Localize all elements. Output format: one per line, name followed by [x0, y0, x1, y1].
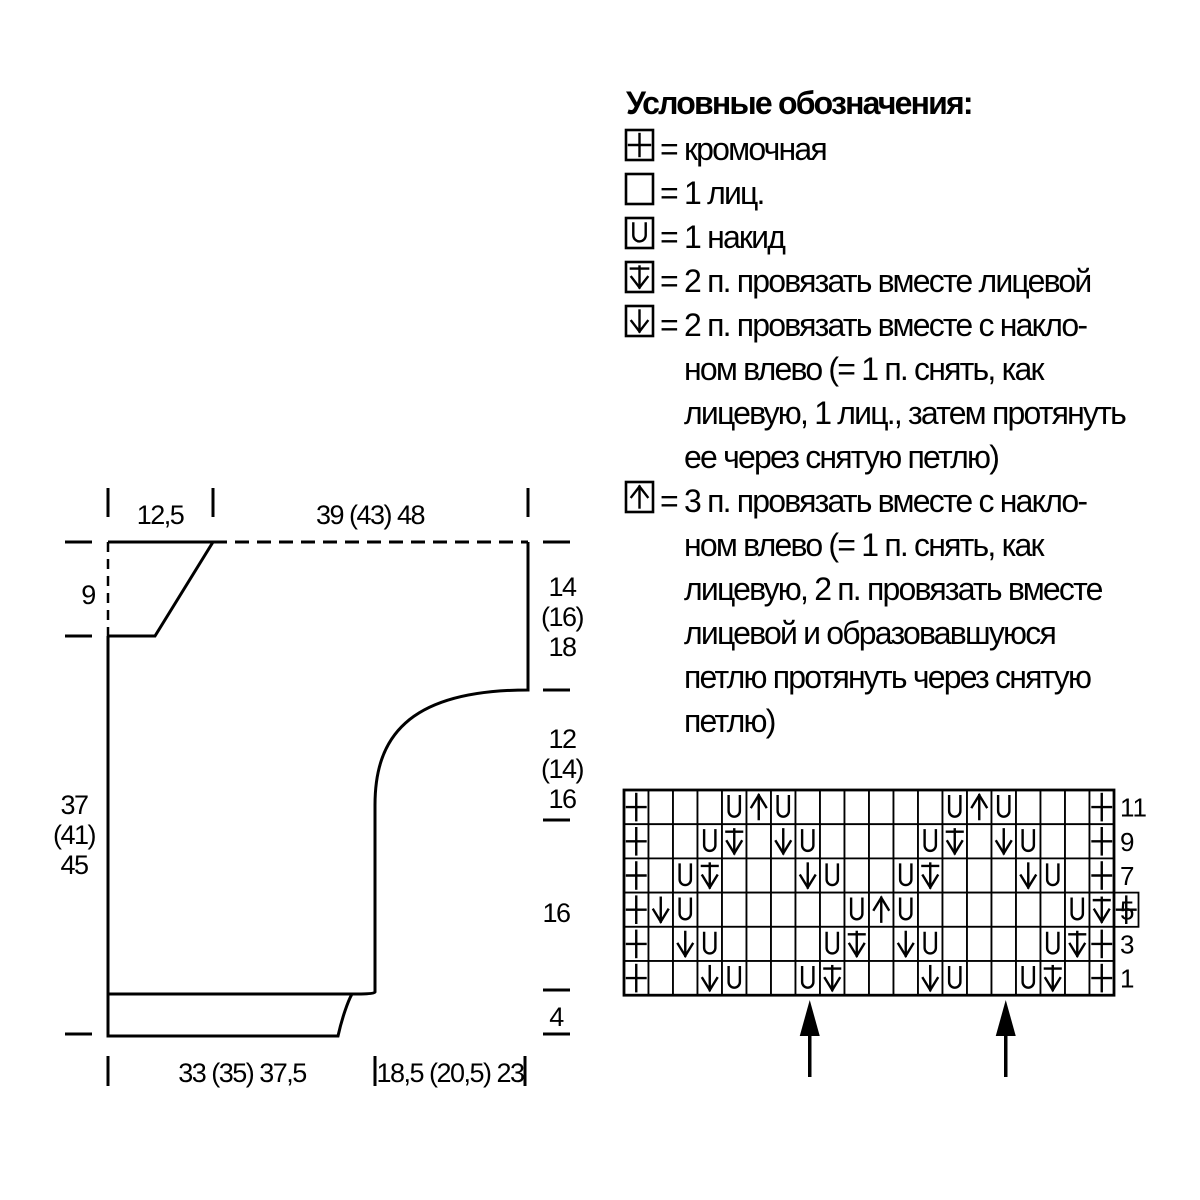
chart-cell — [943, 858, 968, 892]
chart-cell — [649, 790, 674, 824]
chart-cell — [894, 961, 919, 995]
chart-cell — [992, 858, 1017, 892]
chart-cell — [967, 927, 992, 961]
chart-cell — [649, 858, 674, 892]
chart-row-label: 3 — [1120, 929, 1135, 960]
legend-text-line: лицевую, 2 п. провязать вместе — [684, 571, 1102, 607]
chart-cell — [673, 858, 698, 892]
chart-cell — [820, 893, 845, 927]
legend-text-line: = 2 п. провязать вместе лицевой — [660, 263, 1091, 299]
chart-cell — [1016, 824, 1041, 858]
legend-symbol-box — [626, 174, 653, 204]
chart-cell — [747, 858, 772, 892]
chart-cell — [673, 824, 698, 858]
chart-cell — [1016, 790, 1041, 824]
dim-right-4: 4 — [549, 1002, 563, 1032]
chart-cell — [649, 961, 674, 995]
chart-cell — [918, 893, 943, 927]
chart-cell — [1041, 790, 1066, 824]
legend-item-k2tog — [626, 262, 1091, 299]
chart-cell — [796, 790, 821, 824]
dim-top-right: 39 (43) 48 — [315, 500, 425, 530]
dim-left-top: 9 — [81, 580, 95, 610]
legend-text-line: ном влево (= 1 п. снять, как — [684, 351, 1043, 387]
chart-cell — [771, 790, 796, 824]
chart-cell — [967, 858, 992, 892]
chart-cell — [771, 858, 796, 892]
chart-cell — [1016, 961, 1041, 995]
dim-top-left: 12,5 — [136, 500, 184, 530]
chart-cell — [1041, 893, 1066, 927]
chart-row-label: 7 — [1120, 861, 1135, 892]
legend-items — [626, 130, 1126, 739]
chart-cell — [673, 893, 698, 927]
chart-cell — [845, 790, 870, 824]
chart-cell — [869, 858, 894, 892]
chart-cell — [894, 858, 919, 892]
legend-text-line: ном влево (= 1 п. снять, как — [684, 527, 1043, 563]
chart-cell — [894, 790, 919, 824]
chart-cell — [673, 790, 698, 824]
legend-text-line: ее через снятую петлю) — [684, 439, 999, 475]
schematic-outline — [108, 542, 528, 1036]
chart-cell — [992, 893, 1017, 927]
chart-cell — [894, 824, 919, 858]
dim-bottom-left: 33 (35) 37,5 — [178, 1058, 306, 1088]
legend-text-line: = 1 лиц. — [660, 175, 764, 211]
chart-cell — [967, 961, 992, 995]
chart-cell — [796, 824, 821, 858]
chart-cell — [820, 858, 845, 892]
chart-cell — [1041, 927, 1066, 961]
chart-cell — [992, 961, 1017, 995]
legend-item-ssk — [626, 306, 1126, 475]
legend-text-line: = 3 п. провязать вместе с накло- — [660, 483, 1087, 519]
chart-cell — [796, 927, 821, 961]
chart-cell — [747, 927, 772, 961]
chart-cell — [649, 824, 674, 858]
legend-text-line: петлю) — [684, 703, 775, 739]
chart-cell — [1065, 961, 1090, 995]
legend-symbol-box — [626, 218, 653, 248]
chart-cell — [992, 927, 1017, 961]
chart-cell — [894, 893, 919, 927]
chart-cell — [845, 893, 870, 927]
legend — [626, 85, 1126, 739]
chart-cell — [918, 824, 943, 858]
chart-cell — [967, 824, 992, 858]
chart-cell — [747, 961, 772, 995]
chart-cell — [992, 790, 1017, 824]
chart-cell — [845, 824, 870, 858]
dim-right-2b: (14) — [540, 754, 584, 784]
chart-cell — [943, 927, 968, 961]
chart-cell — [1041, 824, 1066, 858]
chart-cell — [1016, 927, 1041, 961]
chart-cell — [698, 790, 723, 824]
repeat-arrow-icon — [800, 1000, 820, 1077]
chart-cell — [869, 961, 894, 995]
chart-cell — [747, 893, 772, 927]
chart-cell — [820, 927, 845, 961]
chart-cell — [771, 893, 796, 927]
chart-cell — [1065, 858, 1090, 892]
chart-cell — [820, 790, 845, 824]
chart-cell — [967, 893, 992, 927]
legend-item-knit — [626, 174, 764, 211]
chart-cell — [845, 858, 870, 892]
chart-cell — [869, 927, 894, 961]
legend-title: Условные обозначения: — [626, 85, 972, 121]
chart-cell — [649, 927, 674, 961]
legend-text-line: = 2 п. провязать вместе с накло- — [660, 307, 1087, 343]
chart-cell — [796, 893, 821, 927]
chart-cell — [673, 961, 698, 995]
chart-cell — [771, 961, 796, 995]
legend-text-line: лицевую, 1 лиц., затем протянуть — [684, 395, 1125, 431]
chart-cell — [1065, 790, 1090, 824]
chart-row-label: 9 — [1120, 826, 1135, 857]
legend-item-edge — [626, 130, 826, 167]
chart-cell — [722, 893, 747, 927]
chart-cell — [943, 893, 968, 927]
dim-right-1c: 18 — [548, 632, 576, 662]
chart-cell — [1016, 893, 1041, 927]
stitch-chart — [624, 790, 1147, 1077]
chart-cell — [722, 961, 747, 995]
chart-cell — [722, 790, 747, 824]
chart-cell — [943, 790, 968, 824]
legend-item-yo — [626, 218, 786, 255]
dim-right-1a: 14 — [548, 572, 576, 602]
chart-cell — [918, 927, 943, 961]
chart-cell — [1065, 824, 1090, 858]
chart-cell — [943, 961, 968, 995]
legend-text-line: петлю протянуть через снятую — [684, 659, 1091, 695]
chart-cell — [796, 961, 821, 995]
chart-cell — [869, 790, 894, 824]
dim-bottom-right: 18,5 (20,5) 23 — [376, 1058, 524, 1088]
legend-text-line: лицевой и образовавшуюся — [684, 615, 1055, 651]
chart-cell — [698, 927, 723, 961]
chart-row-label: 5 — [1120, 895, 1135, 926]
dim-left-main-1: 37 — [60, 790, 88, 820]
chart-cell — [747, 824, 772, 858]
chart-cell — [698, 824, 723, 858]
chart-cell — [869, 824, 894, 858]
dim-left-main-2: (41) — [52, 820, 96, 850]
garment-schematic — [65, 488, 570, 1086]
legend-text-line: = кромочная — [660, 131, 826, 167]
chart-cell — [722, 858, 747, 892]
dim-left-main-3: 45 — [60, 850, 88, 880]
dim-right-2c: 16 — [548, 784, 576, 814]
legend-item-sk2p — [626, 482, 1103, 739]
legend-text-line: = 1 накид — [660, 219, 785, 255]
chart-cell — [1065, 893, 1090, 927]
chart-cell — [1041, 858, 1066, 892]
dim-right-1b: (16) — [540, 602, 584, 632]
chart-row-label: 11 — [1120, 792, 1147, 823]
chart-cell — [722, 927, 747, 961]
chart-cell — [771, 927, 796, 961]
repeat-arrow-icon — [996, 1000, 1016, 1077]
dim-right-3: 16 — [542, 898, 570, 928]
chart-cell — [918, 790, 943, 824]
chart-cell — [698, 893, 723, 927]
schematic-labels — [53, 500, 584, 1088]
dim-right-2a: 12 — [548, 724, 576, 754]
chart-row-label: 1 — [1120, 963, 1135, 994]
chart-cell — [845, 961, 870, 995]
chart-cell — [820, 824, 845, 858]
